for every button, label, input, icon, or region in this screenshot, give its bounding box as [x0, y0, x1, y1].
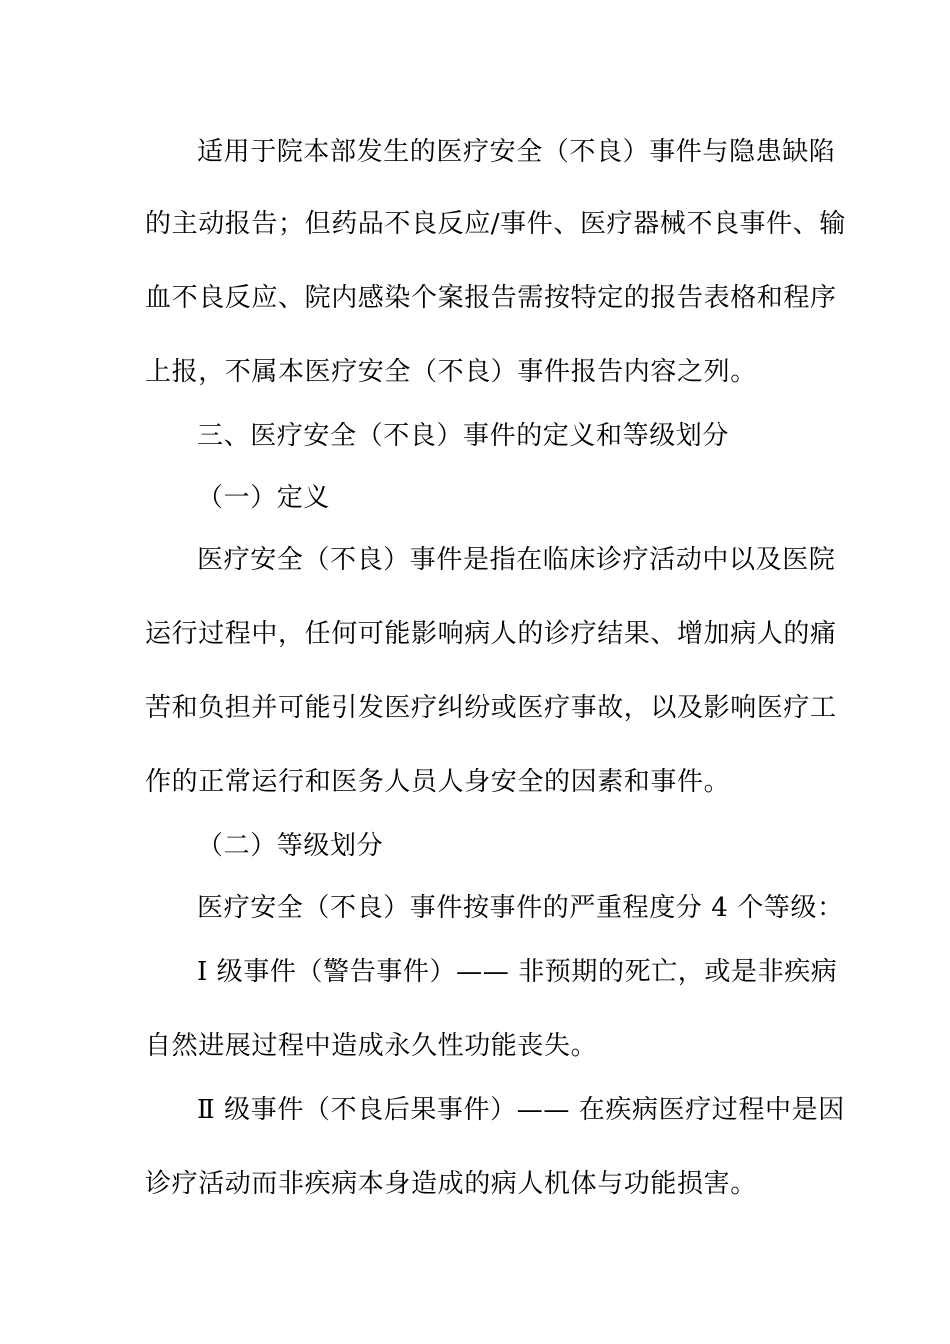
paragraph-scope-line-4: 上报，不属本医疗安全（不良）事件报告内容之列。 — [145, 357, 757, 387]
paragraph-definition-line-4: 作的正常运行和医务人员人身安全的因素和事件。 — [145, 767, 731, 797]
subheading-grading: （二）等级划分 — [197, 831, 384, 861]
subheading-definition: （一）定义 — [197, 483, 331, 513]
paragraph-definition-line-3: 苦和负担并可能引发医疗纠纷或医疗事故，以及影响医疗工 — [145, 693, 837, 723]
paragraph-scope-line-3: 血不良反应、院内感染个案报告需按特定的报告表格和程序 — [145, 283, 837, 313]
paragraph-level-1-line-1: Ⅰ 级事件（警告事件）—— 非预期的死亡，或是非疾病 — [197, 957, 838, 987]
paragraph-definition-line-2: 运行过程中，任何可能影响病人的诊疗结果、增加病人的痛 — [145, 619, 837, 649]
paragraph-level-2-line-1: Ⅱ 级事件（不良后果事件）—— 在疾病医疗过程中是因 — [197, 1095, 845, 1125]
paragraph-definition-line-1: 医疗安全（不良）事件是指在临床诊疗活动中以及医院 — [197, 545, 836, 575]
paragraph-scope-line-1: 适用于院本部发生的医疗安全（不良）事件与隐患缺陷 — [197, 137, 836, 167]
paragraph-grading-intro: 医疗安全（不良）事件按事件的严重程度分 4 个等级： — [197, 893, 844, 923]
section-heading-definition-grading: 三、医疗安全（不良）事件的定义和等级划分 — [197, 421, 730, 451]
paragraph-level-2-line-2: 诊疗活动而非疾病本身造成的病人机体与功能损害。 — [145, 1169, 757, 1199]
paragraph-level-1-line-2: 自然进展过程中造成永久性功能丧失。 — [145, 1031, 598, 1061]
paragraph-scope-line-2: 的主动报告；但药品不良反应/事件、医疗器械不良事件、输 — [145, 209, 846, 239]
